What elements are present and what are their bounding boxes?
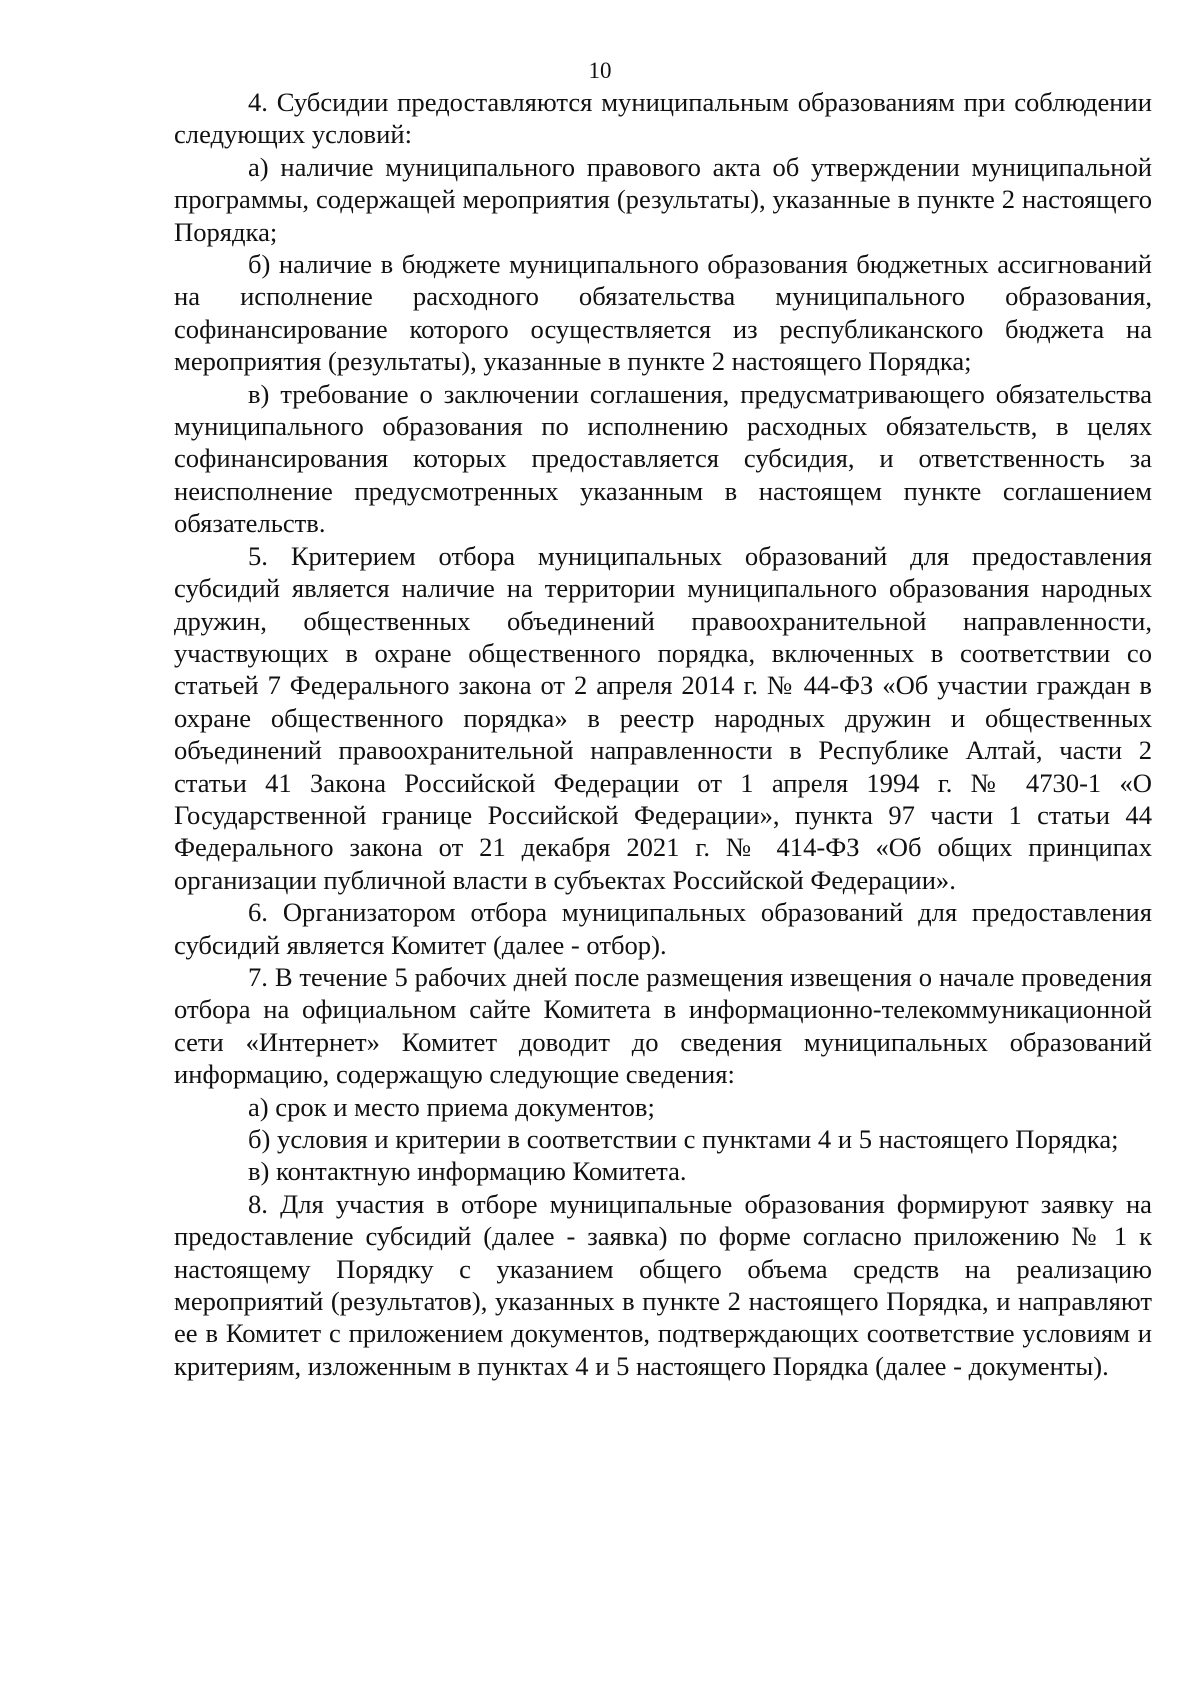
- paragraph-7c-contacts: в) контактную информацию Комитета.: [248, 1156, 687, 1187]
- paragraph-7a-deadline: а) срок и место приема документов;: [248, 1091, 655, 1122]
- paragraph-6-organizer: 6. Организатором отбора муниципальных образований для предоставления субсидий является Комитет (далее - отбор).: [174, 897, 1152, 960]
- paragraph-4c-agreement: в) требование о заключении соглашения, предусматривающего обязательства муниципального образования по исполнению расходных обязательств, в целях софинансирования которых предоставляется субсидия, и ответственность за неисполнение предусмотренных указанным в настоящем пункте соглашением обязательств.: [174, 378, 1152, 539]
- page-number: 10: [588, 58, 612, 83]
- paragraph-7-notice: 7. В течение 5 рабочих дней после размещения извещения о начале проведения отбора на официальном сайте Комитета в информационно-телекоммуникационной сети «Интернет» Комитет доводит до сведения муниципальных образований информацию, содержащую следующие сведения:: [174, 961, 1152, 1090]
- paragraph-8-application: 8. Для участия в отборе муниципальные образования формируют заявку на предоставление субсидий (далее - заявка) по форме согласно приложению № 1 к настоящему Порядку с указанием общего объема средств на реализацию мероприятий (результатов), указанных в пункте 2 настоящего Порядка, и направляют ее в Комитет с приложением документов, подтверждающих соответствие условиям и критериям, изложенным в пунктах 4 и 5 настоящего Порядка (далее - документы).: [174, 1188, 1152, 1381]
- paragraph-5-selection-criterion: 5. Критерием отбора муниципальных образований для предоставления субсидий является наличие на территории муниципального образования народных дружин, общественных объединений правоохранительной направленности, участвующих в охране общественного порядка, включенных в соответствии со статьей 7 Федерального закона от 2 апреля 2014 г. № 44-ФЗ «Об участии граждан в охране общественного порядка» в реестр народных дружин и общественных объединений правоохранительной направленности в Республике Алтай, части 2 статьи 41 Закона Российской Федерации от 1 апреля 1994 г. № 4730-1 «О Государственной границе Российской Федерации», пункта 97 части 1 статьи 44 Федерального закона от 21 декабря 2021 г. № 414-ФЗ «Об общих принципах организации публичной власти в субъектах Российской Федерации».: [174, 540, 1152, 895]
- paragraph-4a-legal-act: а) наличие муниципального правового акта об утверждении муниципальной программы, содержащей мероприятия (результаты), указанные в пункте 2 настоящего Порядка;: [174, 151, 1152, 247]
- paragraph-4-conditions: 4. Субсидии предоставляются муниципальным образованиям при соблюдении следующих условий:: [174, 87, 1152, 150]
- paragraph-4b-budget: б) наличие в бюджете муниципального образования бюджетных ассигнований на исполнение расходного обязательства муниципального образования, софинансирование которого осуществляется из республиканского бюджета на мероприятия (результаты), указанные в пункте 2 настоящего Порядка;: [174, 249, 1152, 377]
- document-body: [174, 86, 1152, 1382]
- paragraph-7b-conditions: б) условия и критерии в соответствии с пунктами 4 и 5 настоящего Порядка;: [248, 1124, 1119, 1154]
